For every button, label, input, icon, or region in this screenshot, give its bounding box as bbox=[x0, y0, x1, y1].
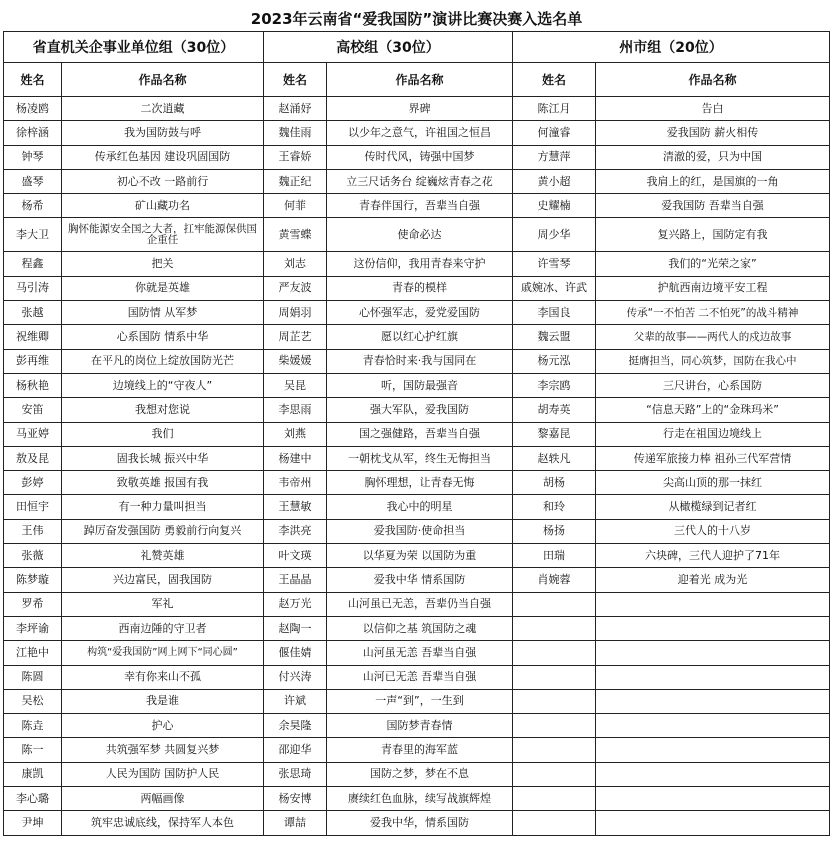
work-title-cell: 爱我国防 薪火相传 bbox=[596, 121, 830, 145]
participant-name-cell: 史耀楠 bbox=[513, 194, 596, 218]
participant-name-cell: 彭再维 bbox=[4, 349, 62, 373]
table-row bbox=[4, 97, 830, 121]
participant-name-cell: 马亚婷 bbox=[4, 422, 62, 446]
work-title-cell: 人民为国防 国防护人民 bbox=[62, 762, 264, 786]
participant-name-cell: 尹坤 bbox=[4, 811, 62, 835]
work-title-cell: 青春伴国行，吾辈当自强 bbox=[327, 194, 513, 218]
work-title-cell: 幸有你来山不孤 bbox=[62, 665, 264, 689]
work-title-cell: 国防之梦，梦在不息 bbox=[327, 762, 513, 786]
participant-name-cell: 敖及昆 bbox=[4, 446, 62, 470]
work-title-cell: 军礼 bbox=[62, 592, 264, 616]
work-title-cell: 兴边富民，固我国防 bbox=[62, 568, 264, 592]
participant-name-cell: 彭婷 bbox=[4, 471, 62, 495]
work-title-cell: 立三尺话务台 绽巍炫青春之花 bbox=[327, 169, 513, 193]
work-title-cell: 这份信仰，我用青春来守护 bbox=[327, 252, 513, 276]
work-title-cell: 国之强健路，吾辈当自强 bbox=[327, 422, 513, 446]
table-row bbox=[4, 495, 830, 519]
work-title-cell: 青春里的海军蓝 bbox=[327, 738, 513, 762]
participant-name-cell: 和玲 bbox=[513, 495, 596, 519]
work-title-cell: 六块碑，三代人迎护了71年 bbox=[596, 544, 830, 568]
participant-name-cell: 李宗鸥 bbox=[513, 373, 596, 397]
column-header-name: 姓名 bbox=[264, 63, 327, 97]
participant-name-cell: 魏云盟 bbox=[513, 325, 596, 349]
work-title-cell: 两幅画像 bbox=[62, 787, 264, 811]
participant-name-cell: 盛琴 bbox=[4, 169, 62, 193]
work-title-cell: 有一种力量叫担当 bbox=[62, 495, 264, 519]
participant-name-cell: 陈一 bbox=[4, 738, 62, 762]
work-title-cell: 国防情 从军梦 bbox=[62, 301, 264, 325]
work-title-cell: 山河虽已无恙，吾辈仍当自强 bbox=[327, 592, 513, 616]
table-row bbox=[4, 568, 830, 592]
table-row bbox=[4, 252, 830, 276]
work-title-cell: 愿以红心护红旗 bbox=[327, 325, 513, 349]
work-title-cell: 行走在祖国边境线上 bbox=[596, 422, 830, 446]
work-title-cell: 我为国防鼓与呼 bbox=[62, 121, 264, 145]
participant-name-cell: 祝维卿 bbox=[4, 325, 62, 349]
work-title-cell: 传递军旅接力棒 祖孙三代军营情 bbox=[596, 446, 830, 470]
participant-name-cell: 胡寿英 bbox=[513, 398, 596, 422]
table-row bbox=[4, 519, 830, 543]
work-title-cell: 构筑“爱我国防”网上网下“同心圆” bbox=[62, 641, 264, 665]
participant-name-cell: 付兴涛 bbox=[264, 665, 327, 689]
work-title-cell: 把关 bbox=[62, 252, 264, 276]
finalist-table bbox=[3, 4, 830, 836]
work-title-cell: 从橄榄绿到记者红 bbox=[596, 495, 830, 519]
participant-name-cell: 赵万光 bbox=[264, 592, 327, 616]
table-row bbox=[4, 218, 830, 252]
work-title-cell bbox=[596, 616, 830, 640]
table-row bbox=[4, 738, 830, 762]
participant-name-cell: 张越 bbox=[4, 301, 62, 325]
participant-name-cell: 安笛 bbox=[4, 398, 62, 422]
table-row bbox=[4, 641, 830, 665]
table-row bbox=[4, 471, 830, 495]
participant-name-cell: 何菲 bbox=[264, 194, 327, 218]
work-title-cell: 爱我中华 情系国防 bbox=[327, 568, 513, 592]
table-row bbox=[4, 811, 830, 835]
work-title-cell: 我想对您说 bbox=[62, 398, 264, 422]
work-title-cell: 你就是英雄 bbox=[62, 276, 264, 300]
work-title-cell: 以信仰之基 筑国防之魂 bbox=[327, 616, 513, 640]
table-row bbox=[4, 121, 830, 145]
table-row bbox=[4, 145, 830, 169]
table-row bbox=[4, 169, 830, 193]
participant-name-cell: 杨凌鸥 bbox=[4, 97, 62, 121]
table-row bbox=[4, 616, 830, 640]
work-title-cell: 一朝枕戈从军，终生无悔担当 bbox=[327, 446, 513, 470]
participant-name-cell: 韦帝州 bbox=[264, 471, 327, 495]
group-header-provincial: 省直机关企事业单位组（30位） bbox=[4, 32, 264, 63]
work-title-cell: 爱我中华，情系国防 bbox=[327, 811, 513, 835]
participant-name-cell: 徐梓涵 bbox=[4, 121, 62, 145]
work-title-cell: 告白 bbox=[596, 97, 830, 121]
work-title-cell: 迎着光 成为光 bbox=[596, 568, 830, 592]
work-title-cell: 初心不改 一路前行 bbox=[62, 169, 264, 193]
work-title-cell: 心系国防 情系中华 bbox=[62, 325, 264, 349]
participant-name-cell: 叶文瑛 bbox=[264, 544, 327, 568]
column-header-work: 作品名称 bbox=[327, 63, 513, 97]
table-row bbox=[4, 276, 830, 300]
work-title-cell: 三代人的十八岁 bbox=[596, 519, 830, 543]
participant-name-cell: 李思雨 bbox=[264, 398, 327, 422]
work-title-cell: 二次逍藏 bbox=[62, 97, 264, 121]
group-header-university: 高校组（30位） bbox=[264, 32, 513, 63]
participant-name-cell: 胡杨 bbox=[513, 471, 596, 495]
table-row bbox=[4, 689, 830, 713]
participant-name-cell: 谭喆 bbox=[264, 811, 327, 835]
participant-name-cell: 王睿娇 bbox=[264, 145, 327, 169]
participant-name-cell: 陈垚 bbox=[4, 714, 62, 738]
table-row bbox=[4, 762, 830, 786]
work-title-cell: 护心 bbox=[62, 714, 264, 738]
work-title-cell: 强大军队，爱我国防 bbox=[327, 398, 513, 422]
work-title-cell: 胸怀能源安全国之大者，扛牢能源保供国企重任 bbox=[62, 218, 264, 252]
participant-name-cell: 程鑫 bbox=[4, 252, 62, 276]
participant-name-cell: 吴松 bbox=[4, 689, 62, 713]
document-page bbox=[3, 4, 829, 836]
work-title-cell: 边境线上的“守夜人” bbox=[62, 373, 264, 397]
work-title-cell: 护航西南边境平安工程 bbox=[596, 276, 830, 300]
participant-name-cell bbox=[513, 762, 596, 786]
work-title-cell: 筑牢忠诚底线，保持军人本色 bbox=[62, 811, 264, 835]
work-title-cell: 我肩上的红，是国旗的一角 bbox=[596, 169, 830, 193]
participant-name-cell: 黎嘉昆 bbox=[513, 422, 596, 446]
work-title-cell: 界碑 bbox=[327, 97, 513, 121]
work-title-cell: 山河虽无恙 吾辈当自强 bbox=[327, 641, 513, 665]
participant-name-cell: 刘志 bbox=[264, 252, 327, 276]
participant-name-cell: 柴媛媛 bbox=[264, 349, 327, 373]
table-row bbox=[4, 301, 830, 325]
work-title-cell: 听，国防最强音 bbox=[327, 373, 513, 397]
work-title-cell: 父辈的故事——两代人的戍边故事 bbox=[596, 325, 830, 349]
table-row bbox=[4, 398, 830, 422]
column-header-work: 作品名称 bbox=[596, 63, 830, 97]
participant-name-cell: 李大卫 bbox=[4, 218, 62, 252]
participant-name-cell: 陈圆 bbox=[4, 665, 62, 689]
participant-name-cell: 周少华 bbox=[513, 218, 596, 252]
work-title-cell: 爱我国防 吾辈当自强 bbox=[596, 194, 830, 218]
participant-name-cell bbox=[513, 665, 596, 689]
table-row bbox=[4, 592, 830, 616]
participant-name-cell: 赵涌妤 bbox=[264, 97, 327, 121]
participant-name-cell: 吴昆 bbox=[264, 373, 327, 397]
work-title-cell: 清澈的爱，只为中国 bbox=[596, 145, 830, 169]
work-title-cell: 胸怀理想，让青春无悔 bbox=[327, 471, 513, 495]
work-title-cell bbox=[596, 787, 830, 811]
work-title-cell: 挺膺担当，同心筑梦，国防在我心中 bbox=[596, 349, 830, 373]
work-title-cell: 西南边陲的守卫者 bbox=[62, 616, 264, 640]
work-title-cell: 爱我国防·使命担当 bbox=[327, 519, 513, 543]
work-title-cell: 传承红色基因 建设巩固国防 bbox=[62, 145, 264, 169]
participant-name-cell: 周娟羽 bbox=[264, 301, 327, 325]
participant-name-cell: 周芷艺 bbox=[264, 325, 327, 349]
participant-name-cell: 康凯 bbox=[4, 762, 62, 786]
participant-name-cell: 陈梦璇 bbox=[4, 568, 62, 592]
participant-name-cell: 田瑞 bbox=[513, 544, 596, 568]
participant-name-cell bbox=[513, 738, 596, 762]
table-row bbox=[4, 544, 830, 568]
participant-name-cell bbox=[513, 787, 596, 811]
work-title-cell bbox=[596, 811, 830, 835]
column-header-name: 姓名 bbox=[513, 63, 596, 97]
participant-name-cell: 钟琴 bbox=[4, 145, 62, 169]
participant-name-cell: 赵陶一 bbox=[264, 616, 327, 640]
table-row bbox=[4, 446, 830, 470]
table-row bbox=[4, 325, 830, 349]
participant-name-cell: 马引涛 bbox=[4, 276, 62, 300]
participant-name-cell bbox=[513, 592, 596, 616]
work-title-cell: 三尺讲台，心系国防 bbox=[596, 373, 830, 397]
participant-name-cell: 陈江月 bbox=[513, 97, 596, 121]
document-title: 2023年云南省“爱我国防”演讲比赛决赛入选名单 bbox=[4, 5, 830, 32]
work-title-cell: 固我长城 振兴中华 bbox=[62, 446, 264, 470]
work-title-cell: 复兴路上，国防定有我 bbox=[596, 218, 830, 252]
participant-name-cell bbox=[513, 714, 596, 738]
work-title-cell: 致敬英雄 报国有我 bbox=[62, 471, 264, 495]
participant-name-cell: 方慧萍 bbox=[513, 145, 596, 169]
participant-name-cell: 江艳中 bbox=[4, 641, 62, 665]
work-title-cell: 青春恰时来·我与国同在 bbox=[327, 349, 513, 373]
participant-name-cell: 何潼睿 bbox=[513, 121, 596, 145]
participant-name-cell: 李心璐 bbox=[4, 787, 62, 811]
work-title-cell: 以华夏为荣 以国防为重 bbox=[327, 544, 513, 568]
participant-name-cell bbox=[513, 616, 596, 640]
work-title-cell: 我是谁 bbox=[62, 689, 264, 713]
participant-name-cell: 李坪谕 bbox=[4, 616, 62, 640]
participant-name-cell: 王晶晶 bbox=[264, 568, 327, 592]
work-title-cell: 一声“到”，一生到 bbox=[327, 689, 513, 713]
work-title-cell: 在平凡的岗位上绽放国防光芒 bbox=[62, 349, 264, 373]
work-title-cell: 心怀强军志，爱党爱国防 bbox=[327, 301, 513, 325]
work-title-cell bbox=[596, 714, 830, 738]
participant-name-cell: 杨希 bbox=[4, 194, 62, 218]
work-title-cell: 踔厉奋发强国防 勇毅前行向复兴 bbox=[62, 519, 264, 543]
work-title-cell bbox=[596, 738, 830, 762]
work-title-cell: 矿山藏功名 bbox=[62, 194, 264, 218]
participant-name-cell: 偃佳婧 bbox=[264, 641, 327, 665]
work-title-cell: 我们的“光荣之家” bbox=[596, 252, 830, 276]
participant-name-cell: 黄雪蝶 bbox=[264, 218, 327, 252]
work-title-cell: 赓续红色血脉，续写战旗辉煌 bbox=[327, 787, 513, 811]
participant-name-cell: 黄小超 bbox=[513, 169, 596, 193]
participant-name-cell: 许斌 bbox=[264, 689, 327, 713]
participant-name-cell: 王伟 bbox=[4, 519, 62, 543]
column-header-name: 姓名 bbox=[4, 63, 62, 97]
participant-name-cell: 张思琦 bbox=[264, 762, 327, 786]
participant-name-cell: 魏佳雨 bbox=[264, 121, 327, 145]
table-row bbox=[4, 787, 830, 811]
participant-name-cell bbox=[513, 641, 596, 665]
participant-name-cell: 杨建中 bbox=[264, 446, 327, 470]
work-title-cell bbox=[596, 641, 830, 665]
participant-name-cell: 邵迎华 bbox=[264, 738, 327, 762]
work-title-cell: 国防梦青春情 bbox=[327, 714, 513, 738]
work-title-cell bbox=[596, 665, 830, 689]
table-row bbox=[4, 422, 830, 446]
participant-name-cell: 张薇 bbox=[4, 544, 62, 568]
work-title-cell: 传承“一不怕苦 二不怕死”的战斗精神 bbox=[596, 301, 830, 325]
participant-name-cell: 田恒宇 bbox=[4, 495, 62, 519]
participant-name-cell: 李洪亮 bbox=[264, 519, 327, 543]
participant-name-cell: 戚婉冰、许武 bbox=[513, 276, 596, 300]
participant-name-cell: 许雪琴 bbox=[513, 252, 596, 276]
table-row bbox=[4, 714, 830, 738]
work-title-cell: 礼赞英雄 bbox=[62, 544, 264, 568]
work-title-cell: “信息天路”上的“金珠玛米” bbox=[596, 398, 830, 422]
work-title-cell: 共筑强军梦 共圆复兴梦 bbox=[62, 738, 264, 762]
work-title-cell bbox=[596, 592, 830, 616]
participant-name-cell: 赵轶凡 bbox=[513, 446, 596, 470]
participant-name-cell: 刘燕 bbox=[264, 422, 327, 446]
participant-name-cell: 罗希 bbox=[4, 592, 62, 616]
participant-name-cell: 杨元泓 bbox=[513, 349, 596, 373]
participant-name-cell: 李国良 bbox=[513, 301, 596, 325]
table-row bbox=[4, 194, 830, 218]
participant-name-cell: 余昊隆 bbox=[264, 714, 327, 738]
participant-name-cell bbox=[513, 811, 596, 835]
participant-name-cell: 王慧敏 bbox=[264, 495, 327, 519]
work-title-cell: 我心中的明星 bbox=[327, 495, 513, 519]
work-title-cell bbox=[596, 762, 830, 786]
table-row bbox=[4, 665, 830, 689]
table-row bbox=[4, 373, 830, 397]
participant-name-cell: 杨秋艳 bbox=[4, 373, 62, 397]
work-title-cell: 传时代风，铸强中国梦 bbox=[327, 145, 513, 169]
participant-name-cell bbox=[513, 689, 596, 713]
work-title-cell: 青春的模样 bbox=[327, 276, 513, 300]
work-title-cell: 山河已无恙 吾辈当自强 bbox=[327, 665, 513, 689]
work-title-cell: 以少年之意气，许祖国之恒昌 bbox=[327, 121, 513, 145]
work-title-cell: 我们 bbox=[62, 422, 264, 446]
participant-name-cell: 严友波 bbox=[264, 276, 327, 300]
column-header-work: 作品名称 bbox=[62, 63, 264, 97]
group-header-prefecture: 州市组（20位） bbox=[513, 32, 830, 63]
participant-name-cell: 杨安博 bbox=[264, 787, 327, 811]
participant-name-cell: 魏正纪 bbox=[264, 169, 327, 193]
work-title-cell bbox=[596, 689, 830, 713]
table-row bbox=[4, 349, 830, 373]
participant-name-cell: 肖婉蓉 bbox=[513, 568, 596, 592]
work-title-cell: 使命必达 bbox=[327, 218, 513, 252]
participant-name-cell: 杨扬 bbox=[513, 519, 596, 543]
work-title-cell: 尖高山顶的那一抹红 bbox=[596, 471, 830, 495]
